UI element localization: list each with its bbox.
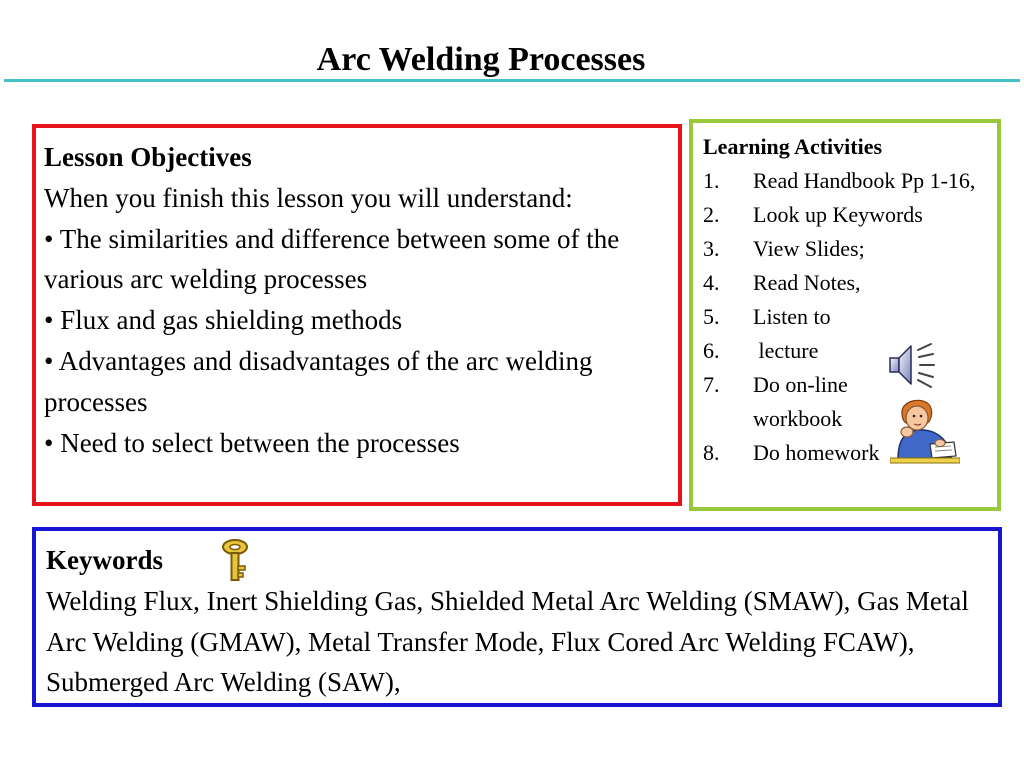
activity-item (703, 300, 993, 334)
activity-text: lecture (753, 338, 819, 363)
objective-item: • Advantages and disadvantages of the arc welding processes (44, 345, 593, 417)
student-at-desk-icon (890, 396, 960, 464)
objectives-intro: When you finish this lesson you will understand: (44, 182, 573, 213)
title-underline (4, 79, 1020, 82)
activity-number: 1. (703, 168, 720, 193)
activity-number: 7. (703, 372, 720, 397)
page-title: Arc Welding Processes (316, 41, 646, 78)
keywords-box (32, 527, 1002, 707)
keywords-text: Welding Flux, Inert Shielding Gas, Shielded Metal Arc Welding (SMAW), Gas Metal Arc Welding (GMAW), Metal Transfer Mode, Flux Cored Arc Welding FCAW), Submerged Arc Welding (SAW), (46, 585, 969, 698)
activity-item (703, 198, 993, 232)
objective-item: • The similarities and difference between some of the various arc welding processes (44, 223, 620, 295)
activity-text: Read Notes, (753, 270, 861, 295)
keywords-heading: Keywords (46, 545, 163, 575)
activity-number: 4. (703, 270, 720, 295)
objectives-heading: Lesson Objectives (44, 142, 252, 172)
activity-number: 6. (703, 338, 720, 363)
lesson-objectives-box (32, 124, 682, 506)
activity-item (703, 232, 993, 266)
activities-heading: Learning Activities (703, 134, 883, 159)
activity-item (703, 334, 993, 368)
activity-number: 8. (703, 440, 720, 465)
activity-text: View Slides; (753, 236, 865, 261)
activity-text: Do homework (753, 440, 880, 465)
activity-number: 2. (703, 202, 720, 227)
activity-number: 3. (703, 236, 720, 261)
activity-text: Look up Keywords (753, 202, 923, 227)
activity-text: Read Handbook Pp 1-16, (753, 168, 976, 193)
speaker-icon[interactable] (884, 338, 940, 394)
activity-item (703, 266, 993, 300)
key-icon (218, 538, 252, 584)
objective-item: • Need to select between the processes (44, 427, 460, 458)
activity-text: Do on-line workbook (753, 372, 848, 431)
objective-item: • Flux and gas shielding methods (44, 305, 403, 336)
activity-text: Listen to (753, 304, 831, 329)
activity-number: 5. (703, 304, 720, 329)
activity-item (703, 164, 993, 198)
